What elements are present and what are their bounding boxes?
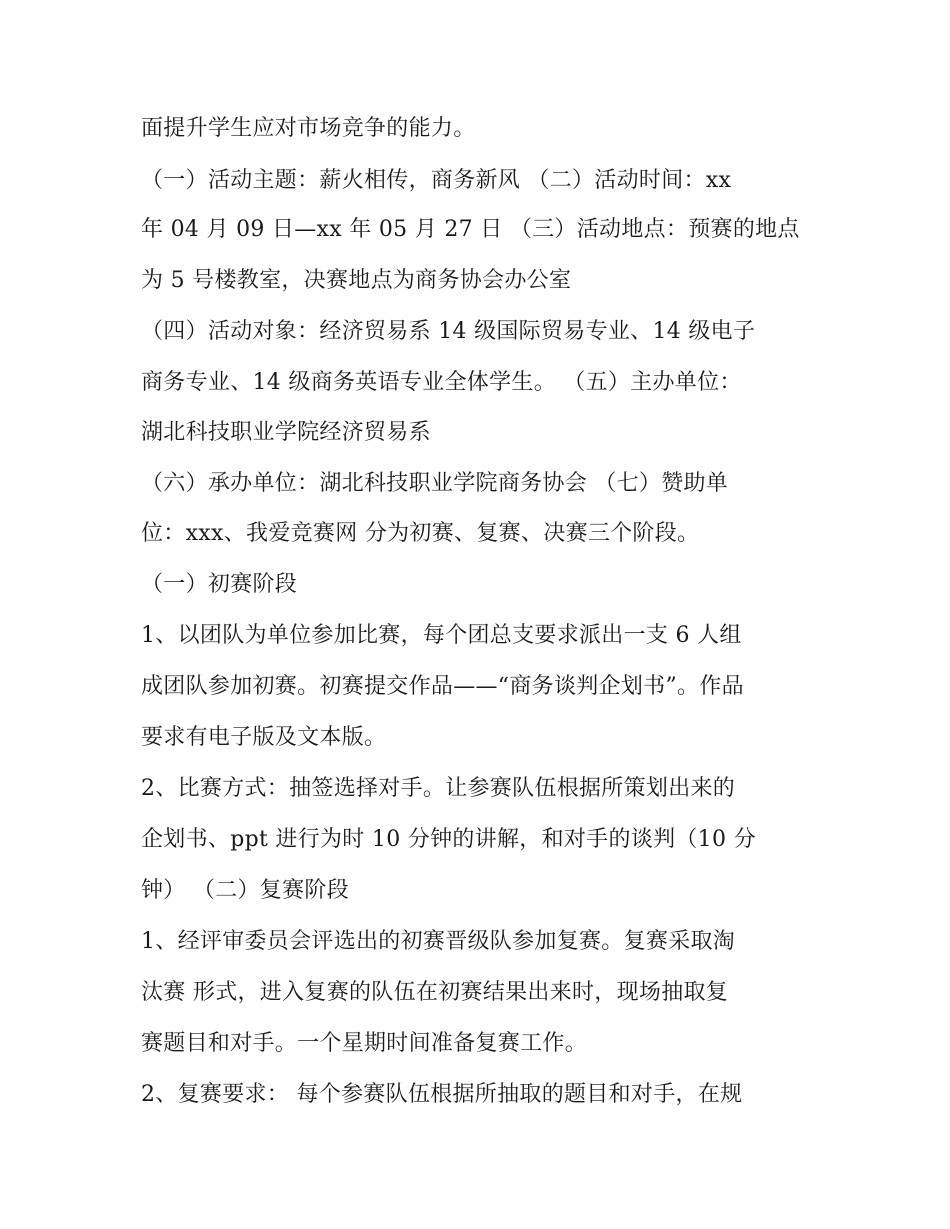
text-line: 2、复赛要求： 每个参赛队伍根据所抽取的题目和对手，在规 bbox=[141, 1082, 743, 1107]
text-line: 位：xxx、我爱竞赛网 分为初赛、复赛、决赛三个阶段。 bbox=[141, 521, 700, 546]
text-line: （一）活动主题：薪火相传，商务新风 （二）活动时间：xx bbox=[141, 168, 732, 193]
text-line: 2、比赛方式：抽签选择对手。让参赛队伍根据所策划出来的 bbox=[141, 776, 736, 801]
text-line: 企划书、ppt 进行为时 10 分钟的讲解，和对手的谈判（10 分 bbox=[141, 827, 756, 852]
section-heading: （一）初赛阶段 bbox=[141, 572, 298, 597]
text-line: 湖北科技职业学院经济贸易系 bbox=[141, 420, 431, 445]
text-line: 面提升学生应对市场竞争的能力。 bbox=[141, 116, 476, 141]
text-line: （四）活动对象：经济贸易系 14 级国际贸易专业、14 级电子 bbox=[141, 319, 756, 344]
text-line: 为 5 号楼教室，决赛地点为商务协会办公室 bbox=[141, 268, 572, 293]
text-line: 1、以团队为单位参加比赛，每个团总支要求派出一支 6 人组 bbox=[141, 623, 742, 648]
text-line: （六）承办单位：湖北科技职业学院商务协会 （七）赞助单 bbox=[141, 471, 729, 496]
text-line: 1、经评审委员会评选出的初赛晋级队参加复赛。复赛采取淘 bbox=[141, 929, 736, 954]
text-line: 商务专业、14 级商务英语专业全体学生。 （五）主办单位： bbox=[141, 370, 742, 395]
text-line: 年 04 月 09 日—xx 年 05 月 27 日 （三）活动地点：预赛的地点 bbox=[141, 217, 800, 242]
text-line: 成团队参加初赛。初赛提交作品——“商务谈判企划书”。作品 bbox=[141, 674, 744, 699]
text-line: 汰赛 形式，进入复赛的队伍在初赛结果出来时，现场抽取复 bbox=[141, 980, 729, 1005]
text-line: 要求有电子版及文本版。 bbox=[141, 725, 387, 750]
text-line: 钟） （二）复赛阶段 bbox=[141, 878, 349, 903]
text-line: 赛题目和对手。一个星期时间准备复赛工作。 bbox=[141, 1031, 588, 1056]
